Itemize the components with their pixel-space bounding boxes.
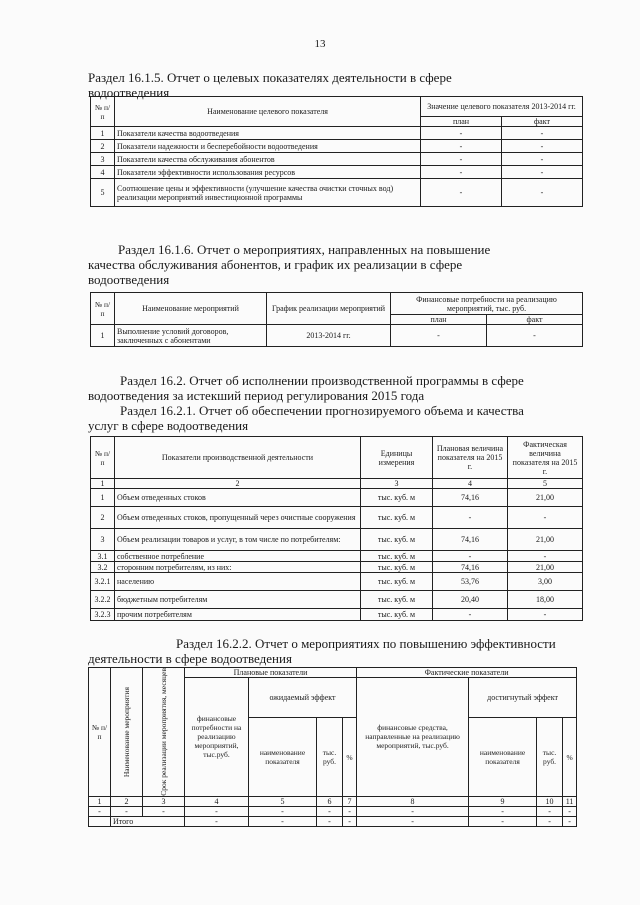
table-row: 2 Объем отведенных стоков, пропущенный через очистные сооружения тыс. куб. м - - — [91, 507, 583, 529]
col-plan: Плановая величина показателя на 2015 г. — [433, 437, 508, 479]
col-fact: Фактическая величина показателя на 2015 г. — [508, 437, 583, 479]
page-number: 13 — [314, 38, 326, 50]
table-row: 3.2 сторонним потребителям, из них: тыс. куб. м 74,16 21,00 — [91, 562, 583, 573]
col-fact-pct: % — [563, 718, 577, 796]
total-row: Итого - - - - - - - - — [89, 816, 577, 826]
col-num: № п/п — [89, 668, 111, 797]
col-unit: Единицы измерения — [361, 437, 433, 479]
total-label: Итого — [111, 816, 185, 826]
table-row: 1 Показатели качества водоотведения - - — [91, 127, 583, 140]
table-target-indicators — [90, 96, 583, 207]
col-plan: план — [421, 117, 502, 127]
table-row: 3 Объем реализации товаров и услуг, в том числе по потребителям: тыс. куб. м 74,16 21,00 — [91, 529, 583, 551]
col-term: Срок реализации мероприятия, месяцев — [143, 668, 185, 797]
col-fact-group: Фактические показатели — [357, 668, 577, 678]
table-row: 4 Показатели эффективности использования ресурсов - - — [91, 166, 583, 179]
section-16-1-5-title: Раздел 16.1.5. Отчет о целевых показателях деятельности в сфере водоотведения — [88, 70, 452, 100]
col-plan-fin: финансовые потребности на реализацию мероприятий, тыс.руб. — [185, 678, 249, 797]
col-pct: % — [343, 718, 357, 796]
col-name: Наименование мероприятий — [115, 293, 267, 325]
col-name: Наименование мероприятия — [111, 668, 143, 797]
table-row: 1 Объем отведенных стоков тыс. куб. м 74,16 21,00 — [91, 489, 583, 507]
col-fin: Финансовые потребности на реализацию мероприятий, тыс. руб. — [391, 293, 583, 315]
table-row: 2 Показатели надежности и бесперебойности водоотведения - - — [91, 140, 583, 153]
table-row: - - - - - - - - - - - — [89, 806, 577, 816]
col-schedule: График реализации мероприятий — [267, 293, 391, 325]
table-row: 3.2.2 бюджетным потребителям тыс. куб. м 20,40 18,00 — [91, 591, 583, 609]
col-fact-ind: наименование показателя — [469, 718, 537, 796]
col-fact: факт — [487, 315, 583, 325]
col-fact-fin: финансовые средства, направленные на реализацию мероприятий, тыс.руб. — [357, 678, 469, 797]
col-fact: факт — [502, 117, 583, 127]
col-name: Показатели производственной деятельности — [115, 437, 361, 479]
col-fact-thous: тыс. руб. — [537, 718, 563, 796]
section-16-2-2-title: Раздел 16.2.2. Отчет о мероприятиях по повышению эффективности деятельности в сфере водоотведения — [88, 636, 556, 666]
col-num: № п/п — [91, 293, 115, 325]
table-row: 5 Соотношение цены и эффективности (улучшение качества очистки сточных вод) реализации мероприятий инвестиционной программы - - — [91, 179, 583, 207]
col-expected: ожидаемый эффект — [249, 678, 357, 718]
section-16-2-title: Раздел 16.2. Отчет об исполнении производственной программы в сфере водоотведения за истекший период регулирования 2015 года Раздел 16.2.1. Отчет об обеспечении прогнозируемого объема и качества услуг в сфере водоотведения — [88, 373, 524, 433]
col-ind-name: наименование показателя — [249, 718, 317, 796]
table-row: 1 Выполнение условий договоров, заключенных с абонентами 2013-2014 гг. - - — [91, 325, 583, 347]
col-achieved: достигнутый эффект — [469, 678, 577, 718]
table-row: 3.1 собственное потребление тыс. куб. м - - — [91, 551, 583, 562]
table-row: 3.2.3 прочим потребителям тыс. куб. м - - — [91, 609, 583, 621]
section-16-1-6-title: Раздел 16.1.6. Отчет о мероприятиях, направленных на повышение качества обслуживания абонентов, и график их реализации в сфере водоотведения — [88, 242, 491, 287]
table-row: 3 Показатели качества обслуживания абонентов - - — [91, 153, 583, 166]
col-value: Значение целевого показателя 2013-2014 гг. — [421, 97, 583, 117]
table-row: 3.2.1 населению тыс. куб. м 53,76 3,00 — [91, 573, 583, 591]
column-numbers-row: 1 2 3 4 5 6 7 8 9 10 11 — [89, 796, 577, 806]
table-efficiency-measures — [88, 667, 577, 827]
table-service-measures — [90, 292, 583, 347]
col-name: Наименование целевого показателя — [115, 97, 421, 127]
col-num: № п/п — [91, 437, 115, 479]
col-num: № п/п — [91, 97, 115, 127]
table-production-volume — [90, 436, 583, 621]
col-plan: план — [391, 315, 487, 325]
col-thous: тыс. руб. — [317, 718, 343, 796]
col-plan-group: Плановые показатели — [185, 668, 357, 678]
column-numbers-row: 1 2 3 4 5 — [91, 479, 583, 489]
